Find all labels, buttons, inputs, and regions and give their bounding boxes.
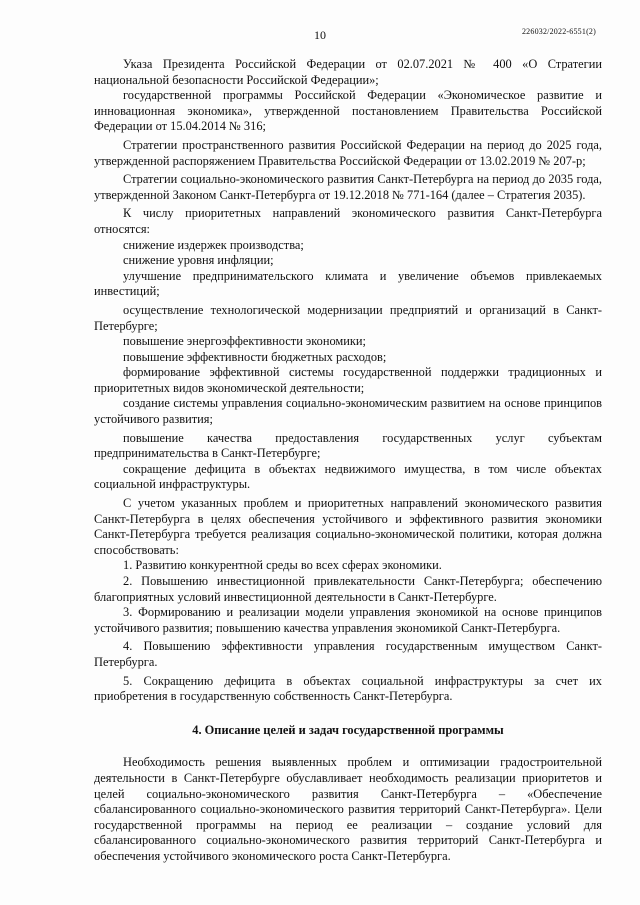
list-item: сокращение дефицита в объектах недвижимого имущества, в том числе объектах социальной инфраструктуры. (94, 461, 602, 492)
section-heading: 4. Описание целей и задач государственной программы (192, 722, 504, 737)
list-item: повышение энергоэффективности экономики; (123, 334, 366, 349)
numbered-item: 3. Формированию и реализации модели управления экономикой на основе принципов устойчивого развития; повышению качества управления экономикой Санкт-Петербурга. (94, 605, 602, 635)
numbered-item: 4. Повышению эффективности управления государственным имуществом Санкт-Петербурга. (94, 639, 602, 669)
numbered-item: 1. Развитию конкурентной среды во всех сферах экономики. (123, 558, 442, 573)
list-item: формирование эффективной системы государственной поддержки традиционных и приоритетных видов экономической деятельности; (94, 365, 602, 395)
list-item: снижение уровня инфляции; (123, 253, 274, 268)
document-registration-number: 226032/2022-6551(2) (521, 27, 596, 36)
paragraph-strategy-2035: Стратегии социально-экономического развития Санкт-Петербурга на период до 2035 года, утвержденной Законом Санкт-Петербурга от 19.12.2018 № 771-164 (далее – Стратегия 2035). (94, 172, 602, 202)
page-number: 10 (314, 28, 326, 42)
paragraph-spatial-strategy: Стратегии пространственного развития Российской Федерации на период до 2025 года, утвержденной распоряжением Правительства Российской Федерации от 13.02.2019 № 207-р; (94, 137, 602, 168)
list-item: снижение издержек производства; (123, 237, 304, 252)
document-body (94, 54, 602, 865)
numbered-item: 2. Повышению инвестиционной привлекательности Санкт-Петербурга; обеспечению благоприятных условий инвестиционной деятельности в Санкт-Петербурге. (94, 574, 602, 604)
list-item: создание системы управления социально-экономическим развитием на основе принципов устойчивого развития; (94, 396, 602, 427)
paragraph-decree-400: Указа Президента Российской Федерации от 02.07.2021 № 400 «О Стратегии национальной безопасности Российской Федерации»; (94, 57, 602, 87)
section-paragraph: Необходимость решения выявленных проблем и оптимизации градостроительной деятельности в Санкт-Петербурге обуславливает необходимость реализации приоритетов и целей социально-экономического развития Санкт-Петербурга – «Обеспечение сбалансированного социально-экономического развития территорий Санкт-Петербурга». Цели государственной программы на период ее реализации – создание условий для сбалансированного социально-экономического развития территорий Санкт-Петербурга и обеспечения устойчивого экономического роста Санкт-Петербурга. (94, 755, 602, 863)
list-item: улучшение предпринимательского климата и увеличение объемов привлекаемых инвестиций; (94, 268, 602, 299)
paragraph-priorities-intro: К числу приоритетных направлений экономического развития Санкт-Петербурга относятся: (94, 206, 602, 236)
list-item: повышение эффективности бюджетных расходов; (123, 349, 387, 364)
paragraph-policy-intro: С учетом указанных проблем и приоритетных направлений экономического развития Санкт-Петербурга в целях обеспечения устойчивого и эффективного развития экономики Санкт-Петербурга требуется реализация социально-экономической политики, которая должна способствовать: (94, 496, 602, 557)
numbered-item: 5. Сокращению дефицита в объектах социальной инфраструктуры за счет их приобретения в государственную собственность Санкт-Петербурга. (94, 673, 602, 704)
paragraph-state-program: государственной программы Российской Федерации «Экономическое развитие и инновационная экономика», утвержденной постановлением Правительства Российской Федерации от 15.04.2014 № 316; (94, 88, 602, 134)
list-item: осуществление технологической модернизации предприятий и организаций в Санкт-Петербурге; (94, 302, 602, 333)
list-item: повышение качества предоставления государственных услуг субъектам предпринимательства в Санкт-Петербурге; (94, 430, 602, 461)
